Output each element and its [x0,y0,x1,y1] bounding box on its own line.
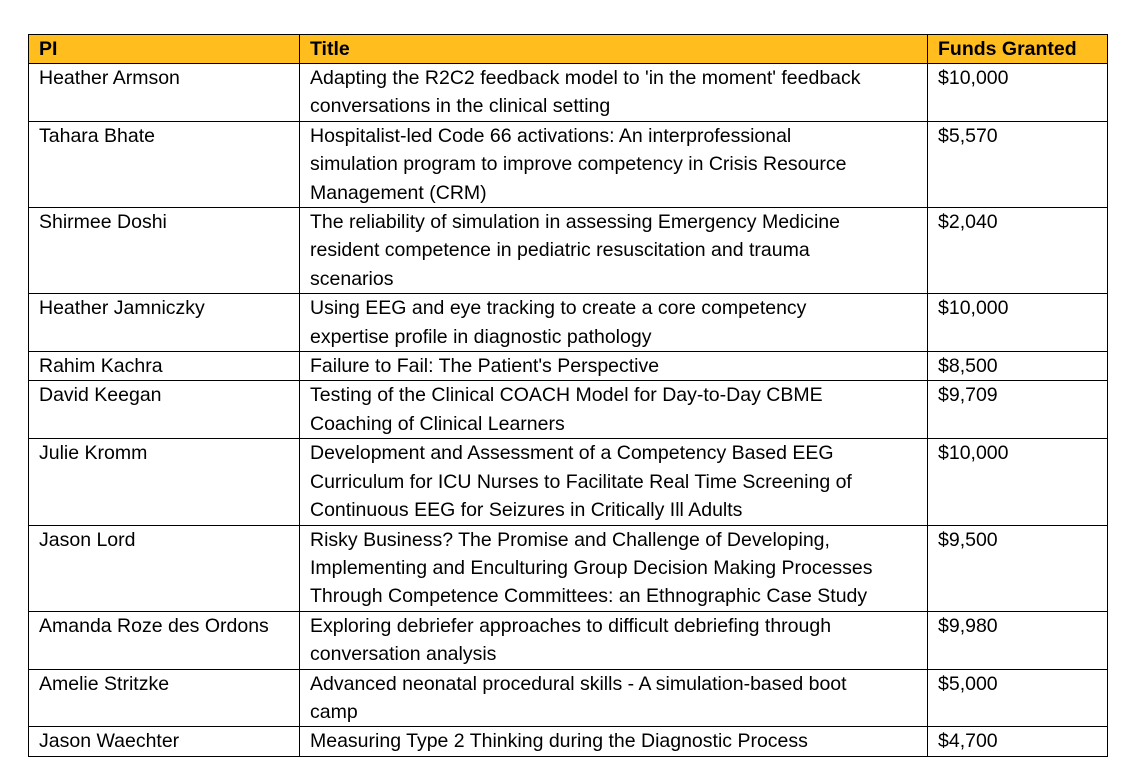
title-line: scenarios [310,267,394,290]
cell-title [300,121,928,207]
cell-funds: $4,700 [928,727,1108,756]
table-header [29,35,1108,64]
table-row [29,669,1108,727]
title-line: Through Competence Committees: an Ethnographic Case Study [310,585,868,608]
cell-pi: Jason Waechter [29,727,300,756]
header-row [29,35,1108,64]
cell-pi: Rahim Kachra [29,352,300,381]
title-line: conversation analysis [310,643,497,666]
cell-funds: $5,000 [928,669,1108,727]
title-line: Development and Assessment of a Competency Based EEG [310,442,834,465]
cell-title [300,381,928,439]
cell-pi: Amelie Stritzke [29,669,300,727]
cell-title [300,669,928,727]
table-row [29,208,1108,294]
table-row [29,525,1108,611]
cell-funds: $9,500 [928,525,1108,611]
cell-title [300,64,928,122]
grants-table [28,34,1108,757]
table-row [29,121,1108,207]
cell-funds: $8,500 [928,352,1108,381]
cell-title [300,525,928,611]
cell-title [300,294,928,352]
table-row [29,352,1108,381]
title-line: camp [310,700,358,723]
title-line: Adapting the R2C2 feedback model to 'in the moment' feedback [310,67,861,89]
cell-title [300,611,928,669]
cell-title [300,727,928,756]
cell-funds: $10,000 [928,439,1108,525]
header-pi: PI [29,35,300,64]
cell-title [300,439,928,525]
table-row [29,64,1108,122]
title-line: The reliability of simulation in assessing Emergency Medicine [310,211,840,234]
cell-funds: $9,709 [928,381,1108,439]
cell-pi: Jason Lord [29,525,300,611]
title-line: Implementing and Enculturing Group Decision Making Processes [310,556,873,579]
title-line: Management (CRM) [310,181,487,204]
table-row [29,727,1108,756]
cell-title [300,208,928,294]
table-row [29,294,1108,352]
table-row [29,439,1108,525]
cell-pi: David Keegan [29,381,300,439]
cell-funds: $10,000 [928,64,1108,122]
cell-title [300,352,928,381]
cell-funds: $9,980 [928,611,1108,669]
table-row [29,611,1108,669]
title-line: Risky Business? The Promise and Challenge of Developing, [310,528,830,551]
title-line: Measuring Type 2 Thinking during the Diagnostic Process [310,730,808,753]
cell-pi: Amanda Roze des Ordons [29,611,300,669]
cell-funds: $10,000 [928,294,1108,352]
title-line: conversations in the clinical setting [310,95,611,118]
cell-pi: Julie Kromm [29,439,300,525]
table-body [29,64,1108,757]
title-line: expertise profile in diagnostic pathology [310,325,652,348]
cell-pi: Shirmee Doshi [29,208,300,294]
title-line: Exploring debriefer approaches to difficult debriefing through [310,614,832,637]
title-line: Advanced neonatal procedural skills - A simulation-based boot [310,672,847,695]
title-line: Using EEG and eye tracking to create a core competency [310,297,807,320]
cell-pi: Heather Armson [29,64,300,122]
cell-funds: $5,570 [928,121,1108,207]
table-row [29,381,1108,439]
title-line: simulation program to improve competency in Crisis Resource [310,153,847,176]
header-title: Title [300,35,928,64]
title-line: Failure to Fail: The Patient's Perspective [310,355,660,378]
title-line: Continuous EEG for Seizures in Critically Ill Adults [310,499,743,522]
title-line: Hospitalist-led Code 66 activations: An interprofessional [310,124,792,147]
title-line: Coaching of Clinical Learners [310,412,565,435]
title-line: Testing of the Clinical COACH Model for Day-to-Day CBME [310,384,823,407]
header-funds: Funds Granted [928,35,1108,64]
cell-funds: $2,040 [928,208,1108,294]
cell-pi: Tahara Bhate [29,121,300,207]
title-line: Curriculum for ICU Nurses to Facilitate Real Time Screening of [310,470,852,493]
cell-pi: Heather Jamniczky [29,294,300,352]
title-line: resident competence in pediatric resuscitation and trauma [310,239,810,262]
